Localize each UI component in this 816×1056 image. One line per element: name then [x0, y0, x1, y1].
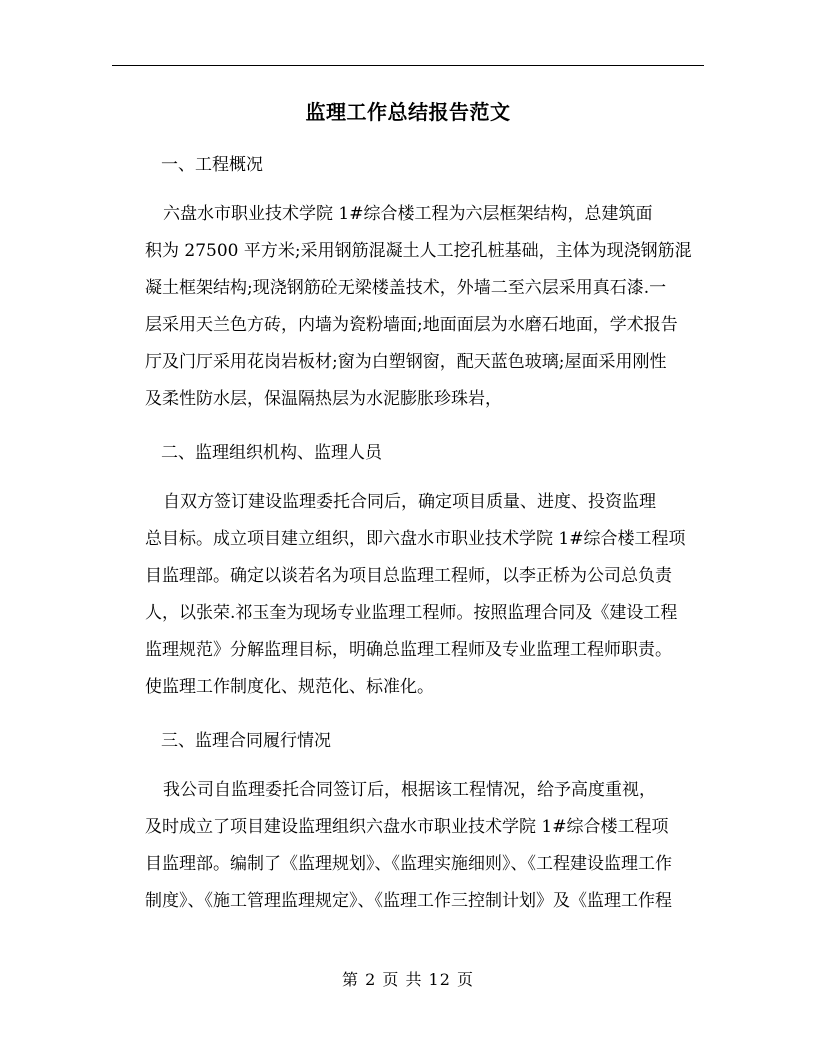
document-body	[145, 142, 710, 932]
paragraph-line: 积为 27500 平方米;采用钢筋混凝土人工挖孔桩基础，主体为现浇钢筋混	[145, 241, 692, 261]
paragraph-line: 人，以张荣.祁玉奎为现场专业监理工程师。按照监理合同及《建设工程	[145, 603, 678, 623]
header-rule	[112, 65, 704, 66]
paragraph-line: 我公司自监理委托合同签订后，根据该工程情况，给予高度重视，	[163, 780, 656, 800]
section-heading-organization: 二、监理组织机构、监理人员	[161, 443, 382, 463]
page-number-footer: 第 2 页 共 12 页	[342, 970, 474, 989]
paragraph-overview	[145, 196, 710, 418]
paragraph-line: 监理规范》分解监理目标，明确总监理工程师及专业监理工程师职责。	[145, 640, 672, 660]
document-title: 监理工作总结报告范文	[305, 100, 511, 124]
paragraph-line: 厅及门厅采用花岗岩板材;窗为白塑钢窗，配天蓝色玻璃;屋面采用刚性	[145, 352, 667, 372]
paragraph-line: 六盘水市职业技术学院 1#综合楼工程为六层框架结构，总建筑面	[163, 204, 653, 224]
paragraph-line: 总目标。成立项目建立组织，即六盘水市职业技术学院 1#综合楼工程项	[145, 529, 686, 549]
paragraph-line: 制度》、《施工管理监理规定》、《监理工作三控制计划》及《监理工作程	[145, 891, 672, 911]
paragraph-line: 使监理工作制度化、规范化、标准化。	[145, 677, 434, 697]
section-heading-contract: 三、监理合同履行情况	[161, 731, 331, 751]
paragraph-line: 及时成立了项目建设监理组织六盘水市职业技术学院 1#综合楼工程项	[145, 817, 669, 837]
paragraph-line: 凝土框架结构;现浇钢筋砼无梁楼盖技术，外墙二至六层采用真石漆.一	[145, 278, 667, 298]
paragraph-contract	[145, 772, 710, 920]
paragraph-organization	[145, 484, 710, 706]
paragraph-line: 目监理部。确定以谈若名为项目总监理工程师，以李正桥为公司总负责	[145, 566, 672, 586]
paragraph-line: 层采用天兰色方砖，内墙为瓷粉墙面;地面面层为水磨石地面，学术报告	[145, 315, 678, 335]
paragraph-line: 自双方签订建设监理委托合同后，确定项目质量、进度、投资监理	[163, 492, 656, 512]
paragraph-line: 目监理部。编制了《监理规划》、《监理实施细则》、《工程建设监理工作	[145, 854, 672, 874]
paragraph-line: 及柔性防水层，保温隔热层为水泥膨胀珍珠岩，	[145, 389, 502, 409]
section-heading-overview: 一、工程概况	[161, 155, 263, 175]
